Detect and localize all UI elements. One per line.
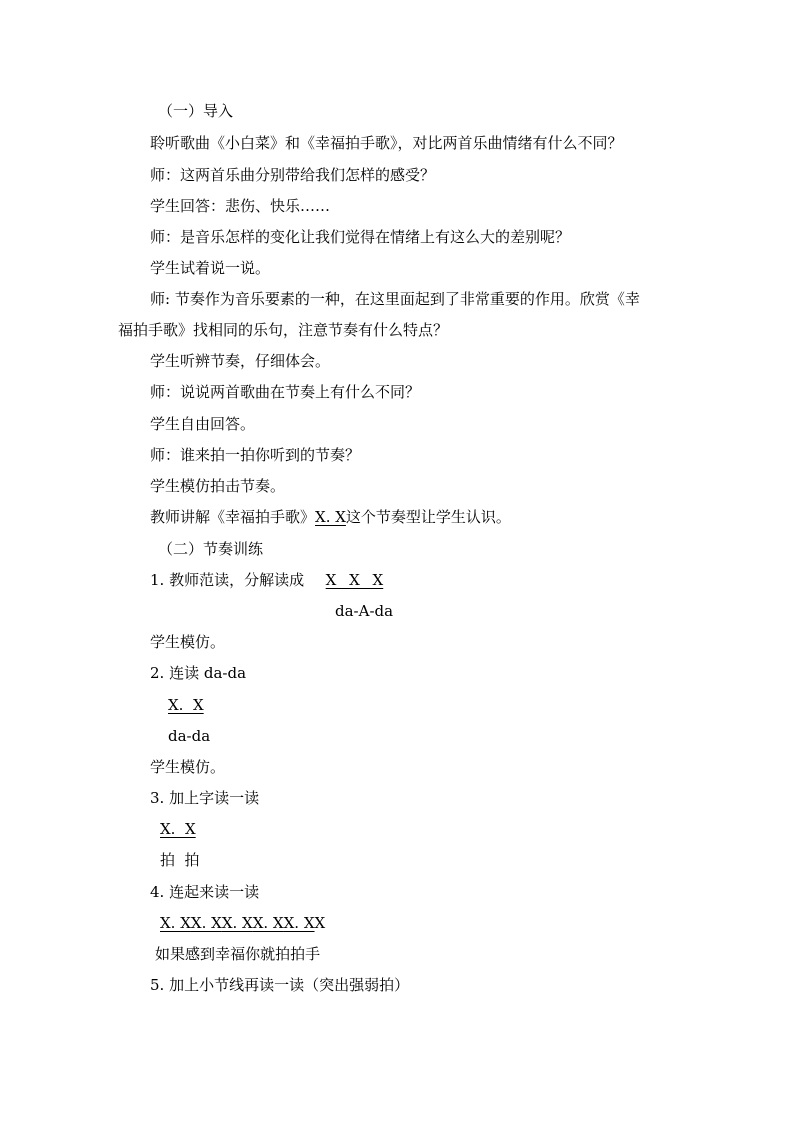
lyric-char: 幸 [215, 945, 231, 963]
syllable-reading: da-da [168, 727, 211, 745]
rhythm-row [160, 913, 325, 933]
rhythm-cell: X. X [221, 914, 253, 932]
lyric-char: 拍 [290, 945, 306, 963]
lyric-reading: 拍 拍 [160, 851, 200, 869]
syllable-reading: da-A-da [335, 602, 394, 620]
lyric-char: 如 [155, 945, 171, 963]
rhythm-cell: X. X [190, 914, 222, 932]
rhythm-notation: X. X [168, 696, 204, 714]
paragraph-continued: 福拍手歌》找相同的乐句，注意节奏有什么特点？ [118, 321, 449, 339]
lyric-char: 果 [170, 945, 186, 963]
step-3: 3. 加上字读一读 [150, 789, 260, 807]
section-heading-rhythm-training: （二）节奏训练 [158, 540, 264, 558]
section-heading-intro: （一）导入 [158, 102, 234, 120]
step-5: 5. 加上小节线再读一读（突出强弱拍） [150, 976, 410, 994]
step-1 [150, 570, 383, 590]
rhythm-notation: X X X [325, 571, 384, 589]
rhythm-notation: X. X [315, 508, 346, 526]
step-4: 4. 连起来读一读 [150, 883, 260, 901]
rhythm-cell: X. X [252, 914, 284, 932]
paragraph: 学生模仿拍击节奏。 [150, 477, 286, 495]
lyric-char: 你 [245, 945, 261, 963]
rhythm-cell: X [314, 914, 326, 932]
text: 这个节奏型让学生认识。 [345, 508, 511, 526]
lyric-char: 感 [185, 945, 201, 963]
paragraph: 学生模仿。 [150, 758, 226, 776]
step-2: 2. 连读 da-da [150, 664, 247, 682]
step-text: 1. 教师范读，分解读成 [150, 571, 305, 589]
paragraph: 师：谁来拍一拍你听到的节奏？ [150, 446, 361, 464]
paragraph: 学生自由回答。 [150, 415, 256, 433]
paragraph: 聆听歌曲《小白菜》和《幸福拍手歌》，对比两首乐曲情绪有什么不同？ [150, 134, 623, 152]
lyric-row [155, 944, 320, 964]
paragraph: 师：说说两首歌曲在节奏上有什么不同？ [150, 383, 421, 401]
paragraph: 学生听辨节奏，仔细体会。 [150, 352, 331, 370]
lyric-char: 就 [260, 945, 276, 963]
lyric-char: 手 [305, 945, 321, 963]
paragraph: 学生试着说一说。 [150, 259, 271, 277]
paragraph [150, 507, 511, 527]
lyric-char: 拍 [275, 945, 291, 963]
text: 教师讲解《幸福拍手歌》 [150, 508, 316, 526]
paragraph: 学生回答：悲伤、快乐…… [150, 197, 331, 215]
rhythm-cell: X. X [283, 914, 315, 932]
paragraph: 师: 节奏作为音乐要素的一种，在这里面起到了非常重要的作用。欣赏《幸 [150, 290, 640, 308]
lyric-char: 福 [230, 945, 246, 963]
rhythm-cell: X. X [160, 914, 191, 932]
paragraph: 师：这两首乐曲分别带给我们怎样的感受？ [150, 166, 436, 184]
lyric-char: 到 [200, 945, 216, 963]
paragraph: 师：是音乐怎样的变化让我们觉得在情绪上有这么大的差别呢？ [150, 228, 571, 246]
rhythm-notation: X. X [160, 820, 196, 838]
paragraph: 学生模仿。 [150, 633, 226, 651]
